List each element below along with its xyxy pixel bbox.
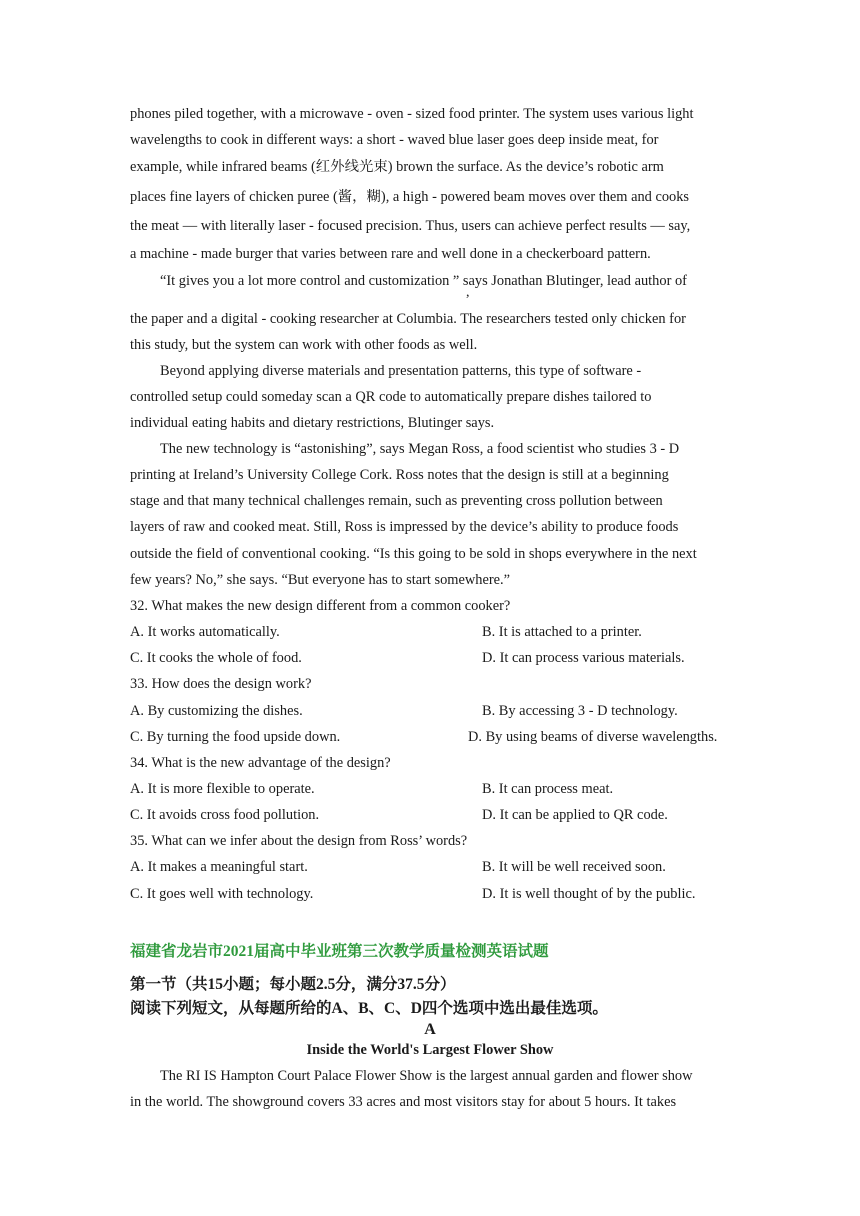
passage-line: phones piled together, with a microwave - oven - sized food printer. The system uses various light [130, 106, 694, 122]
option-c: C. It avoids cross food pollution. [130, 807, 320, 823]
quote-comma: , [466, 285, 470, 300]
question-33: 33. How does the design work? [130, 676, 312, 692]
option-a: A. By customizing the dishes. [130, 703, 303, 719]
section-letter: A [424, 1021, 436, 1038]
passage-line: stage and that many technical challenges remain, such as preventing cross pollution between [130, 493, 663, 509]
passage-line: example, while infrared beams (红外线光束) brown the surface. As the device’s robotic arm [130, 159, 664, 175]
quote-line: “It gives you a lot more control and customization ” says Jonathan Blutinger, lead author of [160, 273, 687, 289]
passage-line: Beyond applying diverse materials and presentation patterns, this type of software - [160, 363, 642, 379]
option-d: D. By using beams of diverse wavelengths. [468, 729, 718, 745]
passage-line: printing at Ireland’s University College Cork. Ross notes that the design is still at a beginning [130, 467, 669, 483]
option-a: A. It makes a meaningful start. [130, 859, 308, 875]
exam-title: 福建省龙岩市2021届高中毕业班第三次教学质量检测英语试题 [130, 943, 549, 960]
article-title: Inside the World's Largest Flower Show [306, 1042, 554, 1058]
passage-line: the paper and a digital - cooking researcher at Columbia. The researchers tested only chicken for [130, 311, 686, 327]
option-d: D. It is well thought of by the public. [482, 886, 696, 902]
passage-line: few years? No,” she says. “But everyone has to start somewhere.” [130, 572, 511, 588]
option-d: D. It can process various materials. [482, 650, 685, 666]
passage-line: outside the field of conventional cooking. “Is this going to be sold in shops everywhere in the next [130, 546, 697, 562]
passage-line: controlled setup could someday scan a QR code to automatically prepare dishes tailored to [130, 389, 652, 405]
question-34: 34. What is the new advantage of the design? [130, 755, 391, 771]
option-b: B. By accessing 3 - D technology. [482, 703, 678, 719]
section-heading: 第一节（共15小题；每小题2.5分，满分37.5分） [130, 976, 456, 993]
option-d: D. It can be applied to QR code. [482, 807, 668, 823]
passage-line: wavelengths to cook in different ways: a short - waved blue laser goes deep inside meat, for [130, 132, 659, 148]
option-a: A. It works automatically. [130, 624, 280, 640]
option-b: B. It will be well received soon. [482, 859, 666, 875]
option-b: B. It can process meat. [482, 781, 614, 797]
option-a: A. It is more flexible to operate. [130, 781, 315, 797]
passage-line: this study, but the system can work with other foods as well. [130, 337, 478, 353]
passage-line: individual eating habits and dietary restrictions, Blutinger says. [130, 415, 495, 431]
option-c: C. It cooks the whole of food. [130, 650, 302, 666]
passage-line: the meat — with literally laser - focused precision. Thus, users can achieve perfect results — say, [130, 218, 691, 234]
question-32: 32. What makes the new design different from a common cooker? [130, 598, 511, 614]
passage-line: places fine layers of chicken puree (酱，糊), a high - powered beam moves over them and cooks [130, 189, 690, 205]
passage-line: layers of raw and cooked meat. Still, Ross is impressed by the device’s ability to produce foods [130, 519, 679, 535]
instructions: 阅读下列短文，从每题所给的A、B、C、D四个选项中选出最佳选项。 [130, 1000, 608, 1017]
article-line: in the world. The showground covers 33 acres and most visitors stay for about 5 hours. It takes [130, 1094, 677, 1110]
option-c: C. It goes well with technology. [130, 886, 314, 902]
option-c: C. By turning the food upside down. [130, 729, 341, 745]
passage-line: a machine - made burger that varies between rare and well done in a checkerboard pattern. [130, 246, 651, 262]
question-35: 35. What can we infer about the design from Ross’ words? [130, 833, 468, 849]
article-line: The RI IS Hampton Court Palace Flower Show is the largest annual garden and flower show [160, 1068, 693, 1084]
passage-line: The new technology is “astonishing”, says Megan Ross, a food scientist who studies 3 - D [160, 441, 680, 457]
option-b: B. It is attached to a printer. [482, 624, 642, 640]
